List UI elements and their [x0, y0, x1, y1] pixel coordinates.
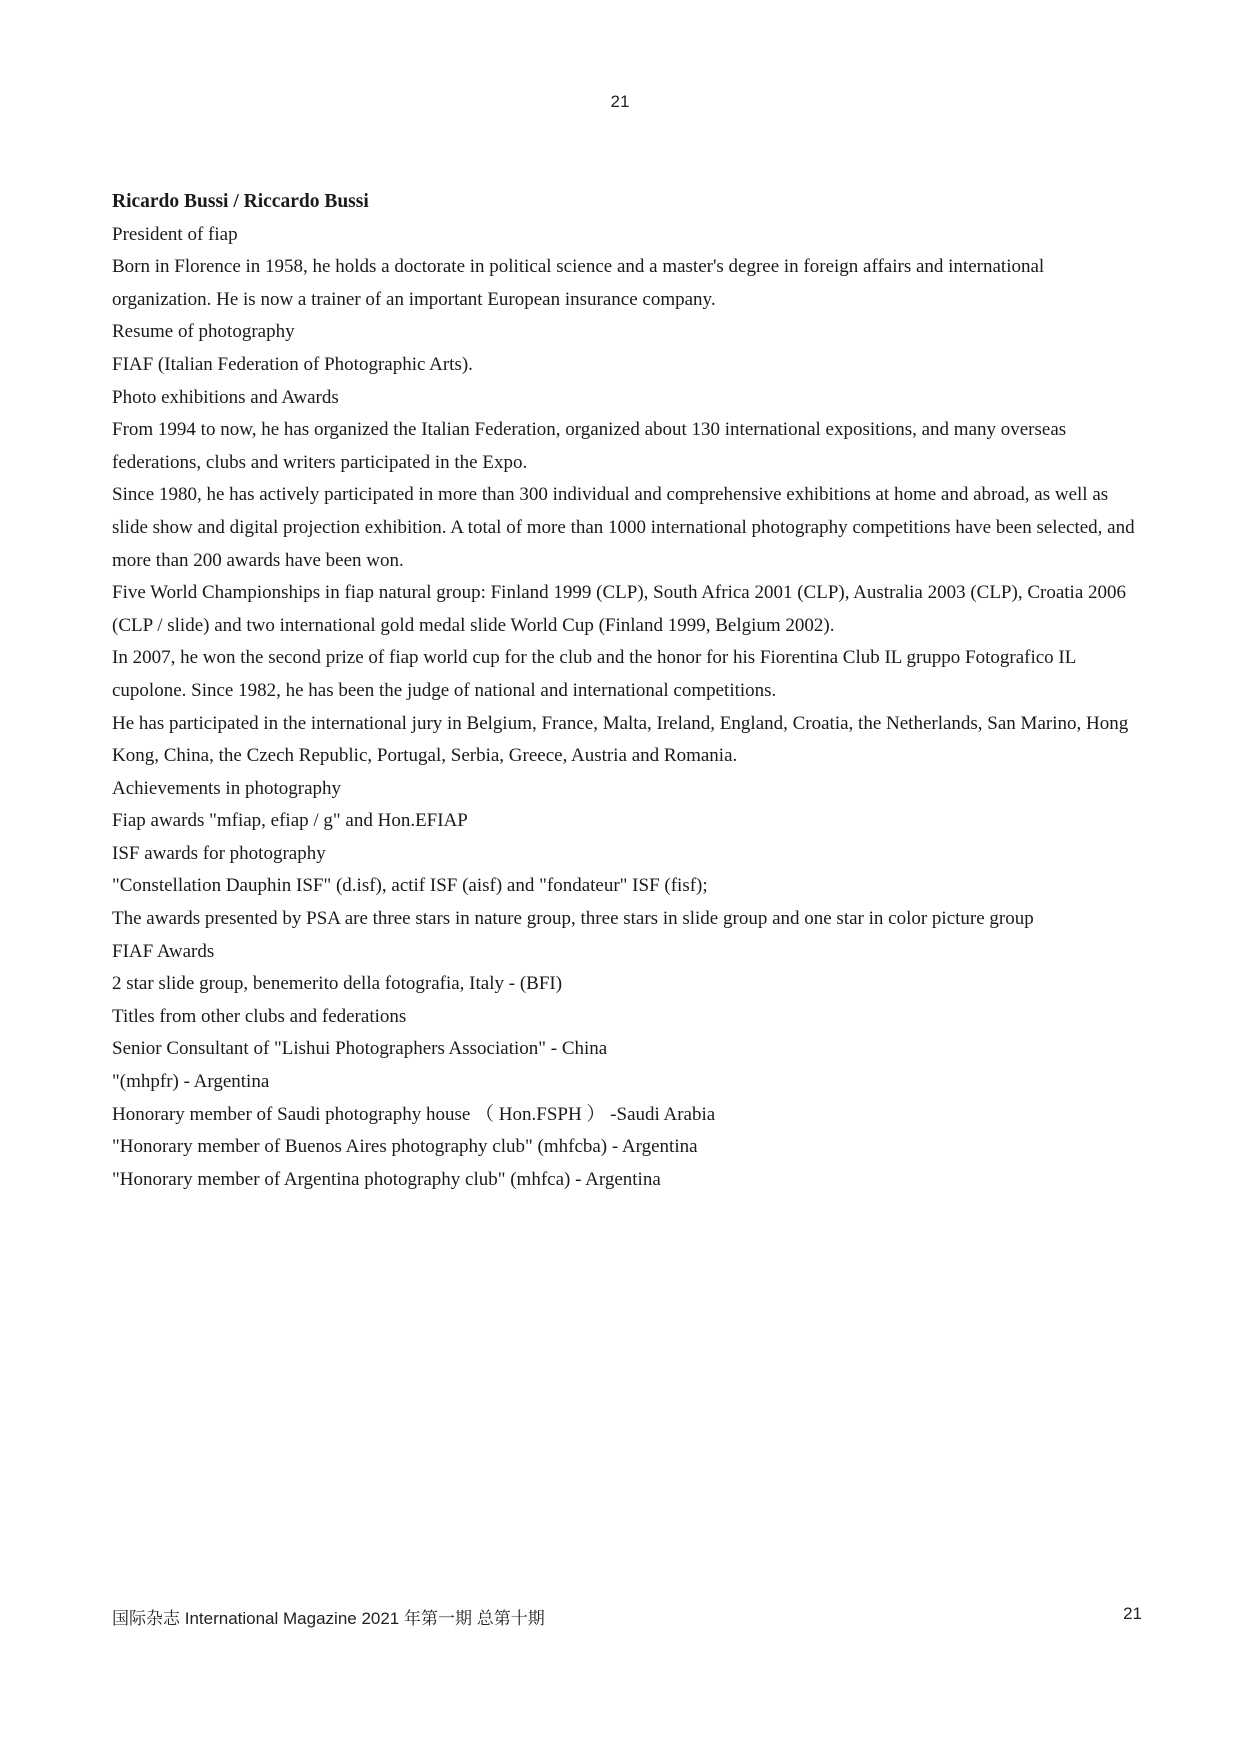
paragraph-fiaf-awards-heading: FIAF Awards	[112, 940, 215, 962]
paragraph-resume-heading: Resume of photography	[112, 321, 295, 343]
paragraph-isf-awards: "Constellation Dauphin ISF" (d.isf), actif ISF (aisf) and "fondateur" ISF (fisf);	[112, 875, 708, 897]
paragraph-biography: Born in Florence in 1958, he holds a doctorate in political science and a master's degree in foreign affairs and international organization. He is now a trainer of an important European insurance company.	[112, 256, 1045, 310]
paragraph-expositions: From 1994 to now, he has organized the Italian Federation, organized about 130 international expositions, and many overseas federations, clubs and writers participated in the Expo.	[112, 419, 1067, 473]
article-title: Ricardo Bussi / Riccardo Bussi	[112, 191, 369, 212]
paragraph-argentina-club: "Honorary member of Argentina photography club" (mhfca) - Argentina	[112, 1168, 661, 1190]
paragraph-world-cup-2007: In 2007, he won the second prize of fiap world cup for the club and the honor for his Fiorentina Club IL gruppo Fotografico IL cupolone. Since 1982, he has been the judge of national and international competitions.	[112, 647, 1076, 701]
paragraph-psa-awards: The awards presented by PSA are three stars in nature group, three stars in slide group and one star in color picture group	[112, 908, 1034, 930]
article-body	[112, 186, 1142, 1196]
paragraph-achievements-heading: Achievements in photography	[112, 777, 342, 799]
page-footer	[112, 1604, 1142, 1629]
paragraph-participation: Since 1980, he has actively participated in more than 300 individual and comprehensive exhibitions at home and abroad, as well as slide show and digital projection exhibition. A total of more than 1000 international photography competitions have been selected, and more than 200 awards have been won.	[112, 484, 1135, 571]
paragraph-isf-heading: ISF awards for photography	[112, 842, 326, 864]
paragraph-world-championships: Five World Championships in fiap natural group: Finland 1999 (CLP), South Africa 2001 (CLP), Australia 2003 (CLP), Croatia 2006 (CLP / slide) and two international gold medal slide World Cup (Finland 1999, Belgium 2002).	[112, 582, 1127, 636]
paragraph-exhibitions-heading: Photo exhibitions and Awards	[112, 386, 339, 408]
paragraph-title-role: President of fiap	[112, 223, 238, 245]
paragraph-saudi: Honorary member of Saudi photography house （ Hon.FSPH ） -Saudi Arabia	[112, 1103, 716, 1125]
header-page-number: 21	[610, 92, 630, 111]
paragraph-buenos-aires: "Honorary member of Buenos Aires photography club" (mhfcba) - Argentina	[112, 1136, 698, 1158]
paragraph-lishui: Senior Consultant of "Lishui Photographers Association" - China	[112, 1038, 608, 1060]
paragraph-fiap-awards: Fiap awards "mfiap, efiap / g" and Hon.EFIAP	[112, 810, 468, 832]
paragraph-bfi: 2 star slide group, benemerito della fotografia, Italy - (BFI)	[112, 973, 563, 995]
paragraph-titles-heading: Titles from other clubs and federations	[112, 1005, 407, 1027]
paragraph-mhpfr: "(mhpfr) - Argentina	[112, 1071, 270, 1093]
footer-page-number: 21	[1123, 1604, 1142, 1623]
paragraph-international-jury: He has participated in the international jury in Belgium, France, Malta, Ireland, England, Croatia, the Netherlands, San Marino, Hong Kong, China, the Czech Republic, Portugal, Serbia, Greece, Austria and Romania.	[112, 712, 1129, 767]
paragraph-fiaf: FIAF (Italian Federation of Photographic Arts).	[112, 353, 473, 375]
footer-magazine-info: 国际杂志 International Magazine 2021 年第一期 总第十期	[112, 1609, 545, 1628]
